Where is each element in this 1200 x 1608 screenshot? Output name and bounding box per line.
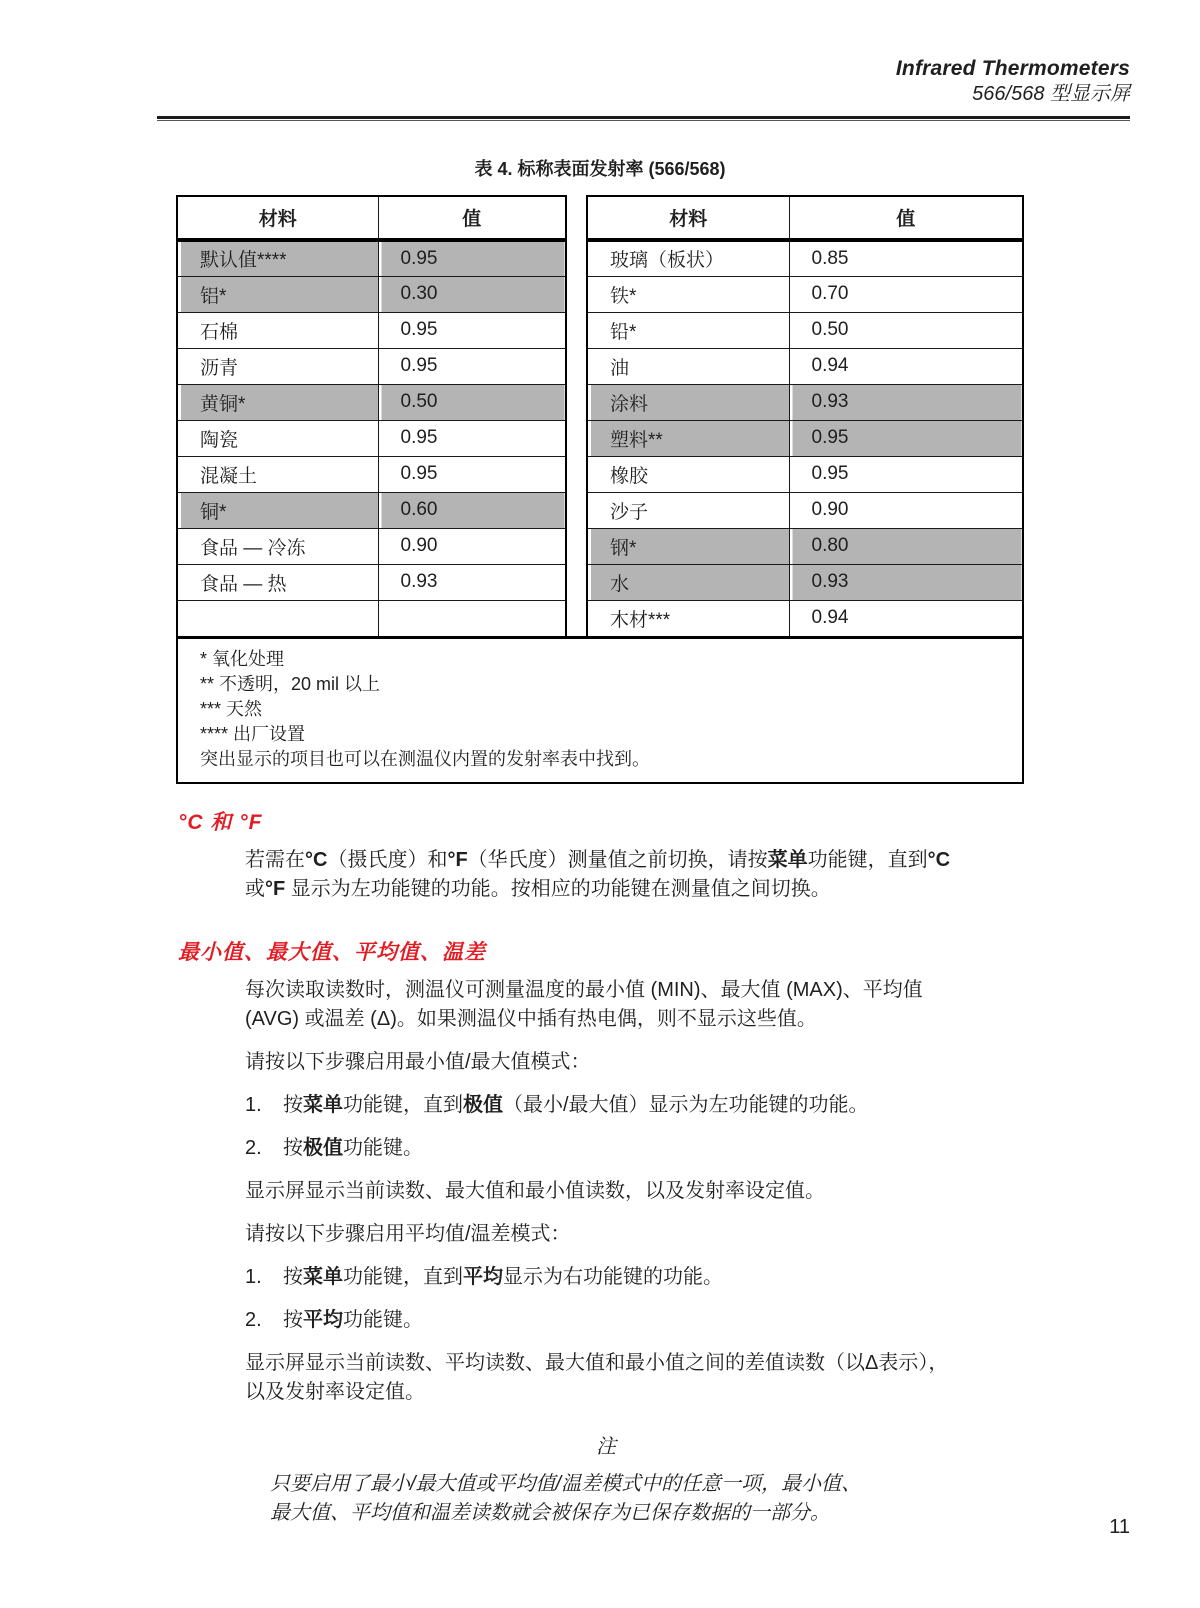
- column-header-material: 材料: [587, 196, 789, 240]
- material-cell: 钢*: [587, 528, 789, 564]
- value-cell: 0.95: [378, 348, 566, 384]
- table-row: [177, 492, 566, 528]
- text-segment: 菜单: [303, 1094, 343, 1116]
- manual-page: [0, 56, 1200, 1608]
- value-cell: 0.93: [789, 564, 1023, 600]
- value-cell: 0.70: [789, 276, 1023, 312]
- step-number: 1.: [245, 1266, 262, 1288]
- table-row: [587, 492, 1023, 528]
- table-row: [587, 456, 1023, 492]
- material-cell: 涂料: [587, 384, 789, 420]
- paragraph-minmax-intro: [245, 976, 1008, 1034]
- text-segment: 功能键，直到: [807, 849, 928, 871]
- table-row: [587, 384, 1023, 420]
- value-cell: 0.85: [789, 240, 1023, 276]
- section-heading-min-max-avg-dif: [178, 936, 1024, 966]
- material-cell: 玻璃（板状）: [587, 240, 789, 276]
- value-cell: 0.94: [789, 600, 1023, 636]
- text-segment: （摄氏度）和: [327, 849, 448, 871]
- table-footnote-line: ** 不透明，20 mil 以上: [200, 674, 381, 694]
- step-text: [283, 1091, 869, 1120]
- text-segment: °F: [447, 849, 468, 871]
- value-cell: 0.95: [378, 240, 566, 276]
- text-segment: 极值: [463, 1094, 503, 1116]
- value-cell: 0.60: [378, 492, 566, 528]
- table-row: [177, 348, 566, 384]
- emissivity-table-right: [586, 195, 1024, 636]
- table-row: [587, 528, 1023, 564]
- steps-list-minmax: [245, 1091, 1008, 1163]
- paragraph-temp-units: [245, 846, 1008, 904]
- table-header-row: [587, 196, 1023, 240]
- step-item: [245, 1134, 1008, 1163]
- text-segment: 平均: [303, 1309, 343, 1331]
- material-cell: 木材***: [587, 600, 789, 636]
- material-cell: 塑料**: [587, 420, 789, 456]
- text-segment: 菜单: [767, 849, 808, 871]
- step-number: 2.: [245, 1137, 262, 1159]
- value-cell: 0.95: [378, 456, 566, 492]
- section-min-max-body: [245, 976, 1008, 1407]
- table-row: [177, 312, 566, 348]
- table-row: [587, 348, 1023, 384]
- table-row: [177, 600, 566, 636]
- note-line: 只要启用了最小/最大值或平均值/温差模式中的任意一项，最小值、: [270, 1473, 862, 1495]
- note-block: [270, 1433, 942, 1528]
- heading-text: °C 和 °F: [178, 811, 263, 834]
- step-number: 1.: [245, 1094, 262, 1116]
- table-gap: [567, 195, 586, 636]
- text-segment: 若需在: [245, 849, 305, 871]
- table-row: [587, 420, 1023, 456]
- text-segment: 按: [283, 1309, 303, 1331]
- header-rule: [157, 116, 1130, 121]
- value-cell: 0.50: [378, 384, 566, 420]
- text-segment: 功能键，直到: [343, 1266, 463, 1288]
- step-item: [245, 1306, 1008, 1335]
- text-segment: 每次读取读数时，测温仪可测量温度的最小值 (MIN)、最大值 (MAX)、平均值: [245, 979, 923, 1001]
- material-cell: 橡胶: [587, 456, 789, 492]
- steps-list-avg: [245, 1263, 1008, 1335]
- emissivity-table: [176, 195, 1024, 784]
- step-item: [245, 1091, 1008, 1120]
- paragraph-after-avg: [245, 1349, 1008, 1407]
- text-segment: 极值: [303, 1137, 343, 1159]
- text-segment: 按: [283, 1266, 303, 1288]
- material-cell: 食品 — 冷冻: [177, 528, 378, 564]
- page-number: 11: [1109, 1516, 1130, 1538]
- text-segment: 显示为左功能键的功能。按相应的功能键在测量值之间切换。: [285, 878, 831, 900]
- text-segment: （最小/最大值）显示为左功能键的功能。: [503, 1094, 869, 1116]
- material-cell: 沙子: [587, 492, 789, 528]
- paragraph-after-minmax: 显示屏显示当前读数、最大值和最小值读数，以及发射率设定值。: [245, 1180, 825, 1202]
- step-item: [245, 1263, 1008, 1292]
- material-cell: 水: [587, 564, 789, 600]
- text-segment: 显示屏显示当前读数、平均读数、最大值和最小值之间的差值读数（以Δ表示），: [245, 1352, 949, 1374]
- value-cell: 0.95: [378, 420, 566, 456]
- table-row: [587, 240, 1023, 276]
- text-segment: 以及发射率设定值。: [245, 1381, 425, 1403]
- value-cell: 0.30: [378, 276, 566, 312]
- table-footnote-line: **** 出厂设置: [200, 724, 306, 744]
- note-line: 最大值、平均值和温差读数就会被保存为已保存数据的一部分。: [270, 1502, 830, 1524]
- text-segment: 功能键，直到: [343, 1094, 463, 1116]
- value-cell: 0.90: [789, 492, 1023, 528]
- material-cell: 黄铜*: [177, 384, 378, 420]
- text-segment: 按: [283, 1094, 303, 1116]
- section-heading-temp-units: [178, 806, 1024, 836]
- text-segment: °C: [927, 849, 951, 871]
- heading-text: 最小值、最大值、平均值、温差: [178, 941, 486, 964]
- table-row: [177, 456, 566, 492]
- text-segment: 或: [245, 878, 265, 900]
- material-cell: 混凝土: [177, 456, 378, 492]
- page-content: [178, 806, 1024, 1528]
- paragraph-steps-intro-avg: 请按以下步骤启用平均值/温差模式：: [245, 1223, 571, 1245]
- section-temp-units-body: [245, 846, 1008, 904]
- material-cell: 沥青: [177, 348, 378, 384]
- table-row: [587, 312, 1023, 348]
- table-row: [177, 240, 566, 276]
- table-row: [587, 600, 1023, 636]
- value-cell: 0.95: [378, 312, 566, 348]
- value-cell: 0.90: [378, 528, 566, 564]
- step-text: [283, 1134, 423, 1163]
- table-row: [177, 384, 566, 420]
- doc-subtitle: 566/568 型显示屏: [972, 83, 1130, 105]
- column-header-value: 值: [789, 196, 1023, 240]
- table-row: [177, 420, 566, 456]
- page-header: [157, 56, 1130, 121]
- text-segment: 显示为右功能键的功能。: [503, 1266, 723, 1288]
- material-cell: 食品 — 热: [177, 564, 378, 600]
- material-cell: 铜*: [177, 492, 378, 528]
- step-text: [283, 1306, 423, 1335]
- value-cell: 0.95: [789, 456, 1023, 492]
- material-cell: 铅*: [587, 312, 789, 348]
- text-segment: (AVG) 或温差 (Δ)。如果测温仪中插有热电偶，则不显示这些值。: [245, 1008, 817, 1030]
- material-cell: 陶瓷: [177, 420, 378, 456]
- value-cell: 0.93: [789, 384, 1023, 420]
- table-row: [587, 276, 1023, 312]
- table-footnote-line: 突出显示的项目也可以在测温仪内置的发射率表中找到。: [200, 749, 650, 769]
- material-cell: 铝*: [177, 276, 378, 312]
- material-cell: [177, 600, 378, 636]
- material-cell: 石棉: [177, 312, 378, 348]
- step-text: [283, 1263, 723, 1292]
- value-cell: 0.80: [789, 528, 1023, 564]
- table-footnote-line: *** 天然: [200, 699, 263, 719]
- paragraph-steps-intro-minmax: 请按以下步骤启用最小值/最大值模式：: [245, 1051, 591, 1073]
- column-header-value: 值: [378, 196, 566, 240]
- text-segment: 菜单: [303, 1266, 343, 1288]
- table-row: [177, 564, 566, 600]
- table-caption: 表 4. 标称表面发射率 (566/568): [474, 159, 726, 179]
- emissivity-table-left: [176, 195, 567, 636]
- material-cell: 铁*: [587, 276, 789, 312]
- doc-title: Infrared Thermometers: [895, 57, 1130, 80]
- value-cell: 0.93: [378, 564, 566, 600]
- table-footnotes: [176, 638, 1024, 784]
- emissivity-subtables: [176, 195, 1024, 638]
- material-cell: 油: [587, 348, 789, 384]
- text-segment: （华氏度）测量值之前切换，请按: [467, 849, 768, 871]
- table-header-row: [177, 196, 566, 240]
- text-segment: 按: [283, 1137, 303, 1159]
- table-row: [177, 276, 566, 312]
- text-segment: 平均: [463, 1266, 503, 1288]
- column-header-material: 材料: [177, 196, 378, 240]
- note-title: 注: [596, 1436, 616, 1458]
- value-cell: [378, 600, 566, 636]
- table-row: [177, 528, 566, 564]
- step-number: 2.: [245, 1309, 262, 1331]
- value-cell: 0.95: [789, 420, 1023, 456]
- text-segment: °C: [305, 849, 328, 871]
- table-footnote-line: * 氧化处理: [200, 649, 285, 669]
- text-segment: 功能键。: [343, 1309, 423, 1331]
- material-cell: 默认值****: [177, 240, 378, 276]
- value-cell: 0.94: [789, 348, 1023, 384]
- value-cell: 0.50: [789, 312, 1023, 348]
- table-row: [587, 564, 1023, 600]
- text-segment: °F: [265, 878, 286, 900]
- text-segment: 功能键。: [343, 1137, 423, 1159]
